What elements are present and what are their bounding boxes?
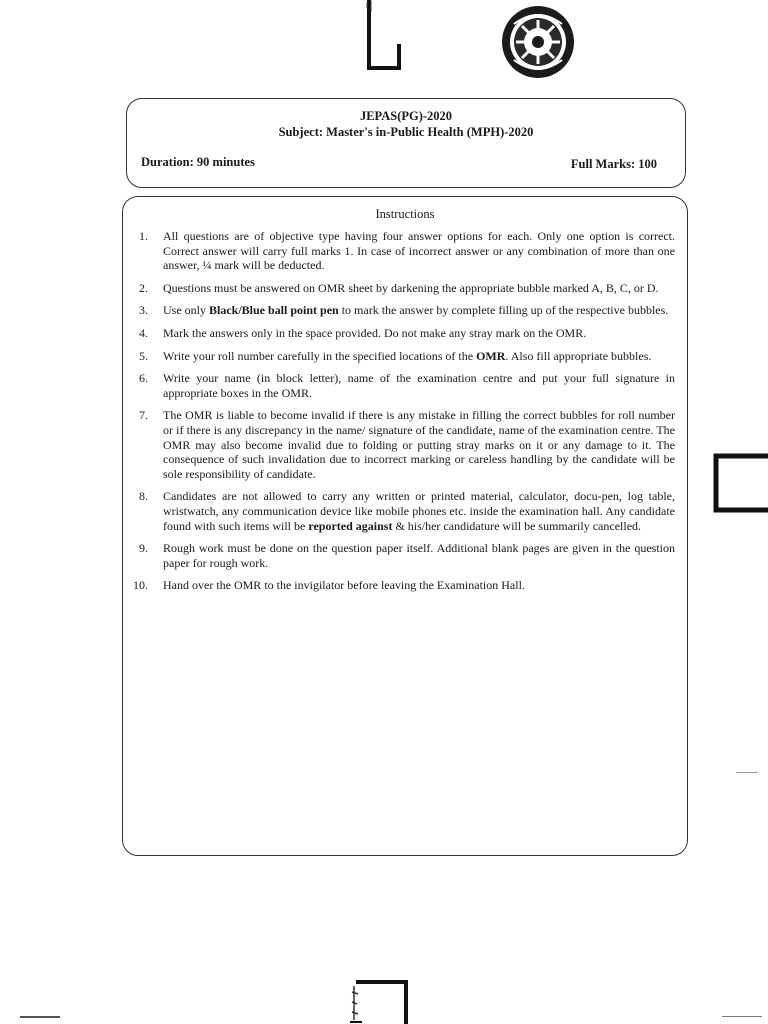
registration-mark-top-icon bbox=[366, 0, 402, 72]
instructions-box bbox=[122, 196, 688, 856]
instruction-text-part: Candidates are not allowed to carry any written or printed material, calculator, docu-pen, log table, wristwatch, any communication device like mobile phones etc. inside the examination hall. Any candidate found with such items will be bbox=[163, 489, 675, 533]
instruction-text-part: . Also fill appropriate bubbles. bbox=[505, 348, 652, 363]
instruction-text bbox=[163, 408, 675, 480]
instruction-item bbox=[133, 281, 675, 296]
instruction-number: 5. bbox=[139, 348, 148, 363]
exam-title: JEPAS(PG)-2020 bbox=[359, 109, 453, 123]
instruction-text bbox=[163, 303, 668, 317]
exam-duration: Duration: 90 minutes bbox=[141, 155, 255, 169]
instruction-text-part: Write your roll number carefully in the specified locations of the bbox=[163, 348, 477, 363]
instruction-number: 8. bbox=[139, 489, 148, 504]
right-margin-rule bbox=[736, 772, 758, 773]
instruction-item bbox=[133, 578, 675, 593]
instruction-text bbox=[163, 578, 525, 592]
instruction-item bbox=[133, 326, 675, 341]
instruction-text bbox=[163, 229, 675, 272]
instruction-number: 10. bbox=[133, 578, 148, 593]
university-seal-icon bbox=[500, 4, 576, 80]
instruction-text bbox=[163, 349, 651, 363]
instruction-number: 6. bbox=[139, 371, 148, 386]
instruction-item bbox=[133, 541, 675, 570]
instructions-heading: Instructions bbox=[375, 207, 435, 221]
instruction-emphasis: reported against bbox=[308, 518, 393, 533]
instruction-text bbox=[163, 371, 675, 400]
instruction-number: 1. bbox=[139, 229, 148, 243]
instruction-item bbox=[133, 349, 675, 364]
instruction-item bbox=[133, 408, 675, 481]
instruction-number: 7. bbox=[139, 408, 148, 423]
instruction-text-part: Mark the answers only in the space provided. Do not make any stray mark on the OMR. bbox=[163, 325, 587, 340]
instruction-item bbox=[133, 229, 675, 273]
instruction-number: 2. bbox=[139, 280, 148, 295]
instruction-text-part: Hand over the OMR to the invigilator before leaving the Examination Hall. bbox=[163, 578, 525, 593]
exam-header-box bbox=[126, 98, 686, 188]
instruction-emphasis: Black/Blue ball point pen bbox=[209, 303, 339, 318]
instruction-text-part: Questions must be answered on OMR sheet by darkening the appropriate bubble marked A, B, C, or D. bbox=[163, 280, 659, 295]
instruction-text-part: Rough work must be done on the question paper itself. Additional blank pages are given in the question paper for rough work. bbox=[163, 541, 675, 570]
instruction-text-part: to mark the answer by complete filling up of the respective bubbles. bbox=[338, 303, 669, 318]
instruction-item bbox=[133, 371, 675, 400]
bottom-right-rule bbox=[722, 1016, 762, 1017]
bottom-left-rule bbox=[20, 1016, 60, 1018]
registration-mark-right-icon bbox=[712, 452, 768, 514]
instruction-text-part: All questions are of objective type having four answer options for each. Only one option is correct. Correct answer will carry full marks 1. In case of incorrect answer or any combination of more than one answer, ¼ mark will be deducted. bbox=[163, 229, 675, 273]
exam-full-marks: Full Marks: 100 bbox=[570, 157, 657, 171]
exam-subject: Subject: Master's in-Public Health (MPH)-2020 bbox=[278, 125, 534, 139]
instructions-list bbox=[133, 229, 675, 601]
instruction-number: 4. bbox=[139, 325, 148, 340]
instruction-text bbox=[163, 281, 659, 295]
instruction-number: 3. bbox=[139, 303, 148, 318]
instruction-text bbox=[163, 489, 675, 532]
instruction-item bbox=[133, 489, 675, 533]
instruction-item bbox=[133, 303, 675, 318]
instruction-text bbox=[163, 326, 586, 340]
instruction-text-part: Use only bbox=[163, 303, 209, 318]
instruction-text bbox=[163, 541, 675, 570]
instruction-text-part: & his/her candidature will be summarily cancelled. bbox=[392, 518, 642, 533]
instruction-number: 9. bbox=[139, 541, 148, 556]
instruction-emphasis: OMR bbox=[476, 348, 506, 363]
instruction-text-part: The OMR is liable to become invalid if there is any mistake in filling the correct bubbles for roll number or if there is any discrepancy in the name/ signature of the candidate, name of the examination centre. The OMR may also become invalid due to folding or putting stray marks on it or any damage to it. The consequence of such invalidation due to incorrect marking or careless handling by the candidate will be sole responsibility of candidate. bbox=[163, 408, 675, 481]
instruction-text-part: Write your name (in block letter), name of the examination centre and put your full signature in appropriate boxes in the OMR. bbox=[163, 371, 675, 400]
registration-mark-bottom-icon bbox=[348, 972, 412, 1024]
